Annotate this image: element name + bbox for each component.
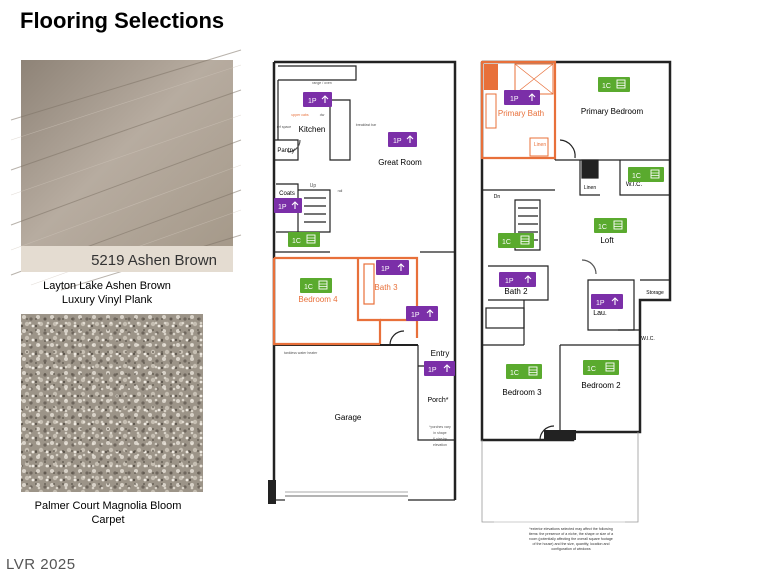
carpet-caption	[20, 499, 196, 527]
svg-text:1P: 1P	[510, 96, 519, 103]
room-coats: Coats	[279, 191, 295, 197]
room-bedroom-4: Bedroom 4	[298, 295, 338, 304]
svg-text:1C: 1C	[304, 284, 313, 291]
room-pantry: Pantry	[277, 148, 295, 154]
note-ref: ref space	[276, 125, 292, 129]
svg-text:1C: 1C	[510, 370, 519, 377]
note-porch-1: *porches vary	[429, 425, 451, 429]
svg-text:1C: 1C	[502, 239, 511, 246]
vinyl-badge	[424, 361, 455, 376]
svg-text:1P: 1P	[428, 367, 437, 374]
carpet-badge	[598, 77, 630, 92]
svg-text:1P: 1P	[411, 312, 420, 319]
carpet-swatch	[21, 314, 203, 492]
note-porch-2: in shape	[433, 431, 447, 435]
svg-text:1P: 1P	[596, 300, 605, 307]
room-bedroom-2: Bedroom 2	[581, 381, 621, 390]
svg-text:1P: 1P	[393, 138, 402, 145]
carpet-badge	[628, 167, 664, 182]
vinyl-badge	[376, 260, 409, 275]
svg-text:1C: 1C	[598, 224, 607, 231]
svg-text:1C: 1C	[587, 366, 596, 373]
elevation-note-3: room (potentially affecting the overall square footage	[529, 537, 613, 541]
room-storage: Storage	[646, 290, 664, 296]
note-porch-3: & size by	[432, 437, 448, 441]
note-porch-4: elevation	[432, 443, 448, 447]
room-garage: Garage	[334, 413, 362, 422]
elevation-note-2: items: the presence of a niche, the shape or size of a	[528, 532, 614, 536]
carpet-caption-line-2: Carpet	[91, 514, 125, 526]
room-linen-2: Linen	[583, 185, 597, 191]
vinyl-badge	[303, 92, 332, 107]
vinyl-badge	[499, 272, 536, 287]
carpet-badge	[498, 233, 534, 248]
note-bar: breakfast bar	[355, 123, 377, 127]
vinyl-badge	[274, 198, 302, 213]
room-wic: W.I.C.	[625, 182, 643, 188]
stairs-down: Dn	[493, 194, 501, 200]
room-wic-2: W.I.C.	[641, 336, 655, 342]
carpet-badge	[300, 278, 332, 293]
vinyl-plank-image	[21, 60, 233, 272]
vinyl-caption	[21, 279, 193, 307]
note-tankless: tankless water heater	[284, 351, 318, 355]
svg-text:1C: 1C	[292, 238, 301, 245]
carpet-badge	[506, 364, 542, 379]
room-laundry: Lau.	[593, 310, 607, 317]
vinyl-badge	[388, 132, 417, 147]
carpet-badge	[583, 360, 619, 375]
room-primary-bath: Primary Bath	[497, 109, 545, 118]
elevation-note-1: *exterior elevations selected may affect the following	[529, 527, 613, 531]
vinyl-plank-swatch	[21, 60, 233, 272]
carpet-badge	[594, 218, 627, 233]
room-primary-bedroom: Primary Bedroom	[580, 107, 644, 116]
room-bedroom-3: Bedroom 3	[502, 388, 542, 397]
note-dw: dw	[319, 113, 325, 117]
note-range: range / oven	[312, 81, 332, 85]
vinyl-badge	[504, 90, 540, 105]
note-rail: rail	[337, 189, 343, 193]
room-kitchen: Kitchen	[298, 125, 326, 134]
swatch-label: 5219 Ashen Brown	[91, 252, 217, 269]
svg-text:1C: 1C	[602, 83, 611, 90]
svg-text:1P: 1P	[381, 266, 390, 273]
room-bath-3: Bath 3	[374, 283, 398, 292]
room-entry: Entry	[430, 349, 450, 358]
first-floor-plan	[262, 56, 470, 511]
vinyl-badge	[406, 306, 438, 321]
svg-text:1P: 1P	[308, 98, 317, 105]
page-title: Flooring Selections	[20, 8, 225, 33]
carpet-image	[21, 314, 203, 492]
room-great-room: Great Room	[378, 158, 422, 167]
room-linen: Linen	[533, 142, 547, 148]
svg-text:1C: 1C	[632, 173, 641, 180]
svg-text:1P: 1P	[505, 278, 514, 285]
note-up: Up	[309, 183, 317, 189]
room-porch: Porch*	[427, 397, 449, 404]
second-floor-plan	[472, 56, 684, 551]
vinyl-caption-line-1: Layton Lake Ashen Brown	[43, 280, 171, 292]
vinyl-badge	[591, 294, 623, 309]
watermark: LVR 2025	[6, 556, 76, 573]
carpet-caption-line-1: Palmer Court Magnolia Bloom	[34, 500, 182, 512]
vinyl-caption-line-2: Luxury Vinyl Plank	[61, 294, 153, 306]
room-bath-2: Bath 2	[504, 287, 528, 296]
svg-text:1P: 1P	[278, 204, 287, 211]
elevation-note-4: of the house) and the size, quantity, location and	[532, 542, 610, 546]
elevation-note-5: configuration of windows	[551, 547, 591, 551]
note-upper-cabs: upper cabs	[291, 113, 309, 117]
room-loft: Loft	[600, 236, 614, 245]
carpet-badge	[288, 232, 320, 247]
